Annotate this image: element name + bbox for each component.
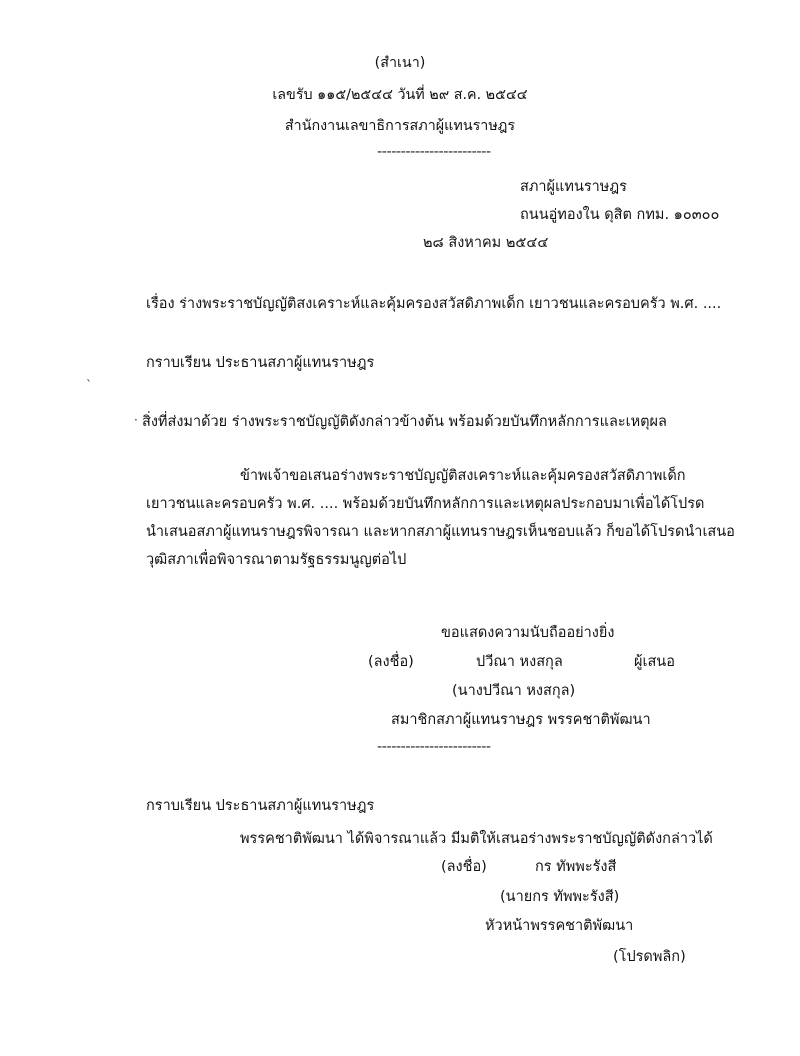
- signer-role: ผู้เสนอ: [634, 654, 675, 670]
- closing-divider: ------------------------: [377, 739, 491, 755]
- receipt-number: เลขรับ ๑๑๕/๒๕๔๔ วันที่ ๒๙ ส.ค. ๒๕๔๔: [272, 87, 528, 103]
- subject-line: เรื่อง ร่างพระราชบัญญัติสงเคราะห์และคุ้มครองสวัสดิภาพเด็ก เยาวชนและครอบครัว พ.ศ. ....: [146, 296, 722, 312]
- endorsement-signer: กร ทัพพะรังสี: [535, 859, 617, 875]
- endorsement-position: หัวหน้าพรรคชาติพัฒนา: [485, 918, 634, 934]
- copy-label: (สำเนา): [374, 55, 426, 71]
- stray-mark: ˋ: [86, 378, 92, 392]
- office-name: สำนักงานเลขาธิการสภาผู้แทนราษฎร: [284, 118, 516, 134]
- body-line-2: เยาวชนและครอบครัว พ.ศ. .... พร้อมด้วยบันทึกหลักการและเหตุผลประกอบมาเพื่อได้โปรด: [146, 496, 705, 512]
- enclosure-line: สิ่งที่ส่งมาด้วย ร่างพระราชบัญญัติดังกล่าวข้างต้น พร้อมด้วยบันทึกหลักการและเหตุผล: [142, 414, 667, 430]
- salutation: กราบเรียน ประธานสภาผู้แทนราษฎร: [146, 355, 375, 371]
- body-line-1: ข้าพเจ้าขอเสนอร่างพระราชบัญญัติสงเคราะห์และคุ้มครองสวัสดิภาพเด็ก: [240, 468, 686, 484]
- body-line-4: วุฒิสภาเพื่อพิจารณาตามรัฐธรรมนูญต่อไป: [146, 552, 407, 568]
- header-divider: ------------------------: [377, 144, 491, 160]
- endorsement-full-name: (นายกร ทัพพะรังสี): [500, 889, 620, 905]
- sender-org: สภาผู้แทนราษฎร: [520, 179, 627, 195]
- turn-page-note: (โปรดพลิก): [613, 949, 686, 965]
- signer-name: ปวีณา หงสกุล: [476, 654, 563, 670]
- endorsement-salutation: กราบเรียน ประธานสภาผู้แทนราษฎร: [146, 798, 375, 814]
- letter-date: ๒๘ สิงหาคม ๒๕๔๔: [423, 235, 549, 251]
- stray-mark: ·: [134, 413, 138, 427]
- closing-regards: ขอแสดงความนับถืออย่างยิ่ง: [441, 625, 615, 641]
- sender-address: ถนนอู่ทองใน ดุสิต กทม. ๑๐๓๐๐: [520, 207, 720, 223]
- endorsement-text: พรรคชาติพัฒนา ได้พิจารณาแล้ว มีมติให้เสนอร่างพระราชบัญญัติดังกล่าวได้: [240, 831, 713, 847]
- signed-label: (ลงชื่อ): [368, 654, 414, 670]
- endorsement-signed-label: (ลงชื่อ): [441, 859, 487, 875]
- signer-full-name: (นางปวีณา หงสกุล): [452, 683, 576, 699]
- signer-position: สมาชิกสภาผู้แทนราษฎร พรรคชาติพัฒนา: [391, 712, 651, 728]
- body-line-3: นำเสนอสภาผู้แทนราษฎรพิจารณา และหากสภาผู้แทนราษฎรเห็นชอบแล้ว ก็ขอได้โปรดนำเสนอ: [146, 524, 735, 540]
